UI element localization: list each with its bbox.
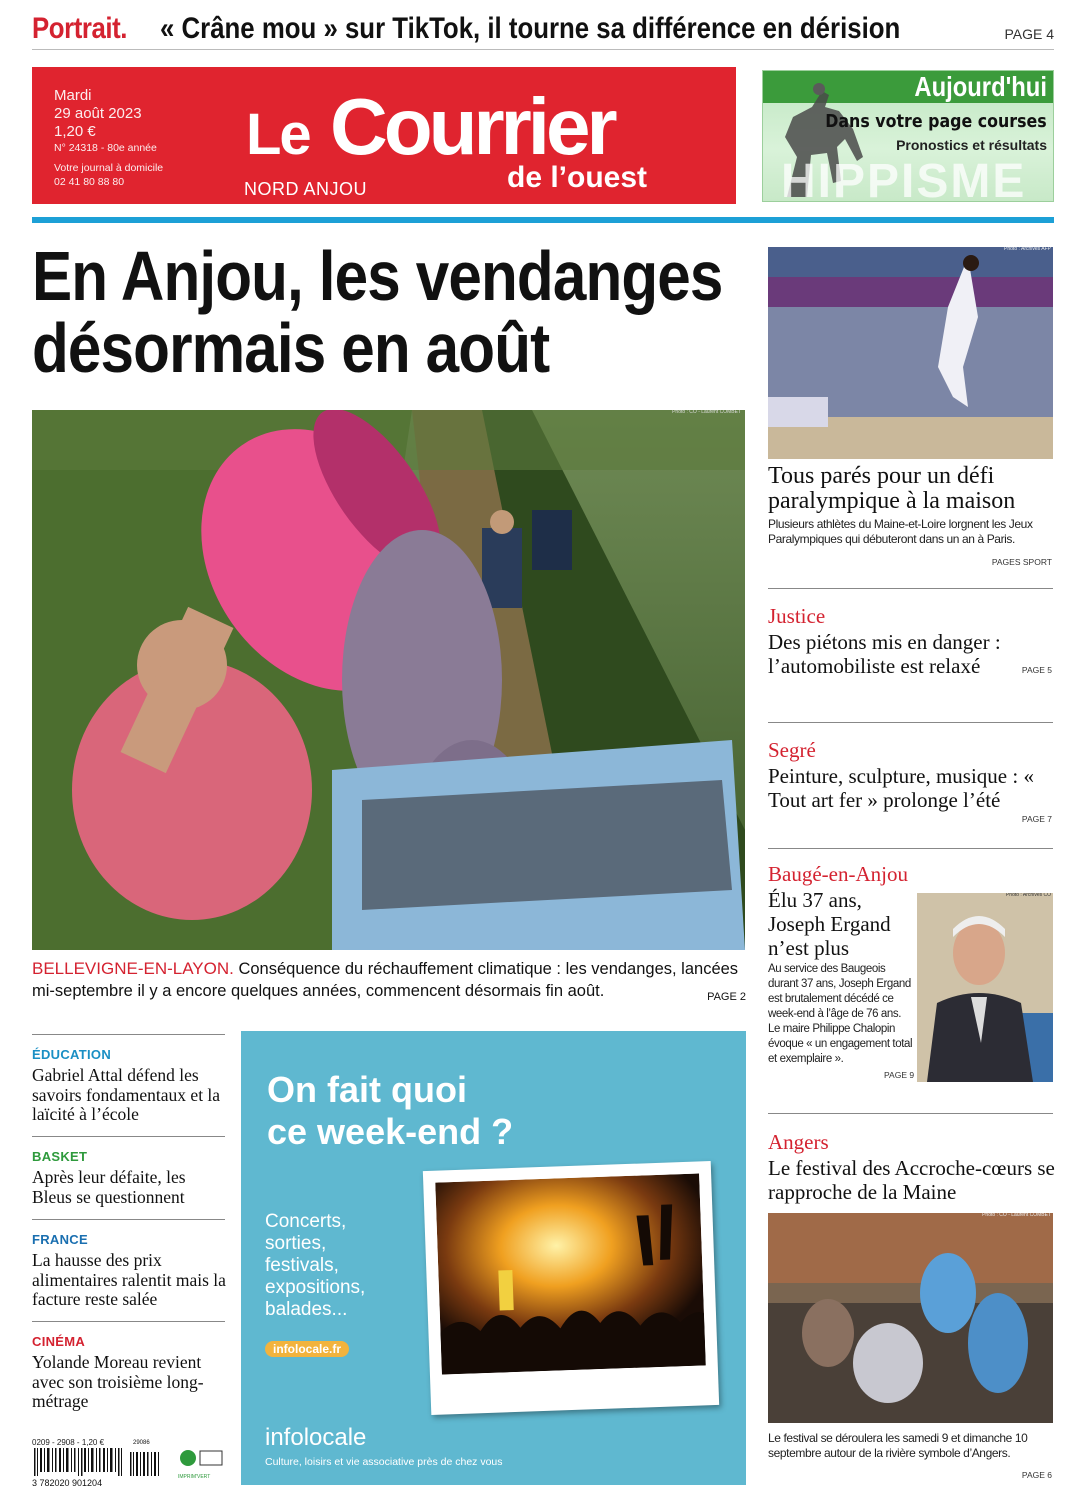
lead-photo-credit: Photo : CO - Laurent COMBET [672,410,741,415]
promo-today: Aujourd'hui [914,71,1047,102]
list-item: Concerts, [265,1211,347,1232]
paralympic-text: Plusieurs athlètes du Maine-et-Loire lorgnent les Jeux Paralympiques qui débuteront dans un an à Paris. [768,517,1033,546]
segre-category: Segré [768,738,816,762]
paralympic-credit: Photo : Archives AFP [1004,247,1051,252]
divider [768,1113,1053,1114]
edition-name: NORD ANJOU [244,179,368,199]
justice-headline[interactable]: Des piétons mis en danger : l’automobiliste est relaxé [768,630,1001,678]
issue-day: Mardi [54,87,92,104]
teaser-kicker: Portrait. [32,12,128,45]
divider [32,1321,225,1322]
divider [768,588,1053,589]
bauge-headline[interactable]: Élu 37 ans, Joseph Ergand n’est plus [768,888,891,960]
paralympic-headline[interactable]: Tous parés pour un défi paralympique à la maison [768,463,1016,514]
vineyard-harvest-photo [32,410,745,950]
promo-pronostics: Pronostics et résultats [896,137,1047,153]
lead-headline[interactable] [32,237,746,387]
brief-category: BASKET [32,1149,88,1164]
bauge-page: PAGE 9 [884,1070,915,1080]
barcode-digits: 3 782020 901204 [32,1478,103,1488]
concert-photo [435,1173,706,1374]
divider [32,1219,225,1220]
hippisme-promo[interactable] [762,70,1054,202]
lead-headline-line1: En Anjou, les vendanges [32,237,723,315]
logo-le: Le [246,102,310,167]
brief-category: ÉDUCATION [32,1047,112,1062]
imprim-vert-label: IMPRIM'VERT [178,1474,211,1480]
teaser-headline[interactable]: « Crâne mou » sur TikTok, il tourne sa différence en dérision [160,12,901,45]
brief-france[interactable] [32,1232,228,1310]
bauge-photo[interactable] [917,893,1053,1082]
brief-category: CINÉMA [32,1334,86,1349]
brief-text: Gabriel Attal défend les savoirs fondamentaux et la laïcité à l’école [32,1065,221,1124]
angers-credit: Photo : CO - Laurent COMBET [982,1213,1051,1218]
segre-headline[interactable]: Peinture, sculpture, musique : « Tout art fer » prolonge l’été [768,764,1034,812]
portrait-photo [917,893,1053,1082]
angers-page: PAGE 6 [1021,1470,1052,1480]
infolocale-title-line2: ce week-end ? [267,1111,514,1152]
infolocale-link[interactable]: infolocale.fr [265,1341,349,1357]
masthead [32,67,736,204]
angers-headline[interactable]: Le festival des Accroche-cœurs se rapproche de la Maine [768,1156,1055,1204]
paralympic-photo[interactable] [768,247,1053,459]
infolocale-ad[interactable] [241,1031,746,1485]
logo-courrier: Courrier [330,82,614,171]
bauge-credit: Photo : Archives CO [1005,893,1051,898]
infolocale-title [267,1069,513,1153]
barcode-code: 0209 - 2908 - 1,20 € [32,1438,105,1447]
teaser-page: PAGE 4 [1004,26,1054,42]
infolocale-brand: infolocale [265,1424,367,1451]
logo-ouest: de l’ouest [507,161,648,194]
angers-category: Angers [768,1130,829,1154]
masthead-meta [54,87,163,189]
brief-text: La hausse des prix alimentaires ralentit mais la facture reste salée [32,1250,226,1309]
list-item: sorties, [265,1233,327,1254]
subscribe-text: Votre journal à domicile [54,162,164,174]
section-divider [32,217,1054,223]
brief-category: FRANCE [32,1232,88,1247]
list-item: festivals, [265,1255,339,1276]
bauge-text: Au service des Baugeois durant 37 ans, Joseph Ergand est brutalement décédé ce week-end à l’âge de 76 ans. Le maire Philippe Chalopin évoque « un engagement total et exemplaire ». [768,963,913,1065]
issue-price: 1,20 € [54,123,96,140]
barcode-block [32,1438,232,1488]
angers-text: Le festival se déroulera les samedi 9 et dimanche 10 septembre autour de la rivière symbole d’Angers. [768,1431,1028,1460]
barcode-icon [32,1448,172,1476]
paralympic-page: PAGES SPORT [991,557,1052,567]
subscribe-phone: 02 41 80 88 80 [54,176,125,188]
justice-category: Justice [768,604,826,628]
issue-date: 29 août 2023 [54,105,142,122]
brief-basket[interactable] [32,1149,228,1207]
infolocale-list [265,1211,365,1321]
brief-cinema[interactable] [32,1334,228,1412]
infolocale-title-line1: On fait quoi [267,1069,467,1110]
promo-courses: Dans votre page courses [825,111,1047,132]
caption-place: BELLEVIGNE-EN-LAYON. [32,959,234,978]
lead-caption [32,958,746,1008]
angers-photo[interactable] [768,1213,1053,1423]
barcode-addon: 29086 [133,1440,150,1446]
promo-hippisme: HIPPISME [781,155,1027,202]
bauge-category: Baugé-en-Anjou [768,862,908,886]
lead-headline-line2: désormais en août [32,309,550,387]
lead-photo[interactable] [32,410,745,950]
infolocale-tagline: Culture, loisirs et vie associative près de chez vous [265,1456,503,1468]
concert-polaroid [423,1161,719,1415]
list-item: balades... [265,1299,348,1320]
justice-page: PAGE 5 [1021,665,1052,675]
list-item: expositions, [265,1277,366,1298]
brief-education[interactable] [32,1047,228,1125]
divider [768,848,1053,849]
brief-text: Après leur défaite, les Bleus se questionnent [32,1167,186,1207]
segre-page: PAGE 7 [1021,814,1052,824]
brief-text: Yolande Moreau revient avec son troisième long-métrage [32,1352,204,1411]
divider [32,1034,225,1035]
recycle-icon [178,1448,226,1472]
caption-page: PAGE 2 [707,991,746,1003]
issue-number: N° 24318 - 80e année [54,142,157,154]
caption-text: Conséquence du réchauffement climatique : les vendanges, lancées mi-septembre il y a encore quelques années, commencent désormais fin août. [32,960,739,1000]
festival-crowd-photo [768,1213,1053,1423]
divider [32,1136,225,1137]
teaser-bar[interactable] [32,10,1054,50]
divider [768,722,1053,723]
paralympic-stadium-photo [768,247,1053,459]
